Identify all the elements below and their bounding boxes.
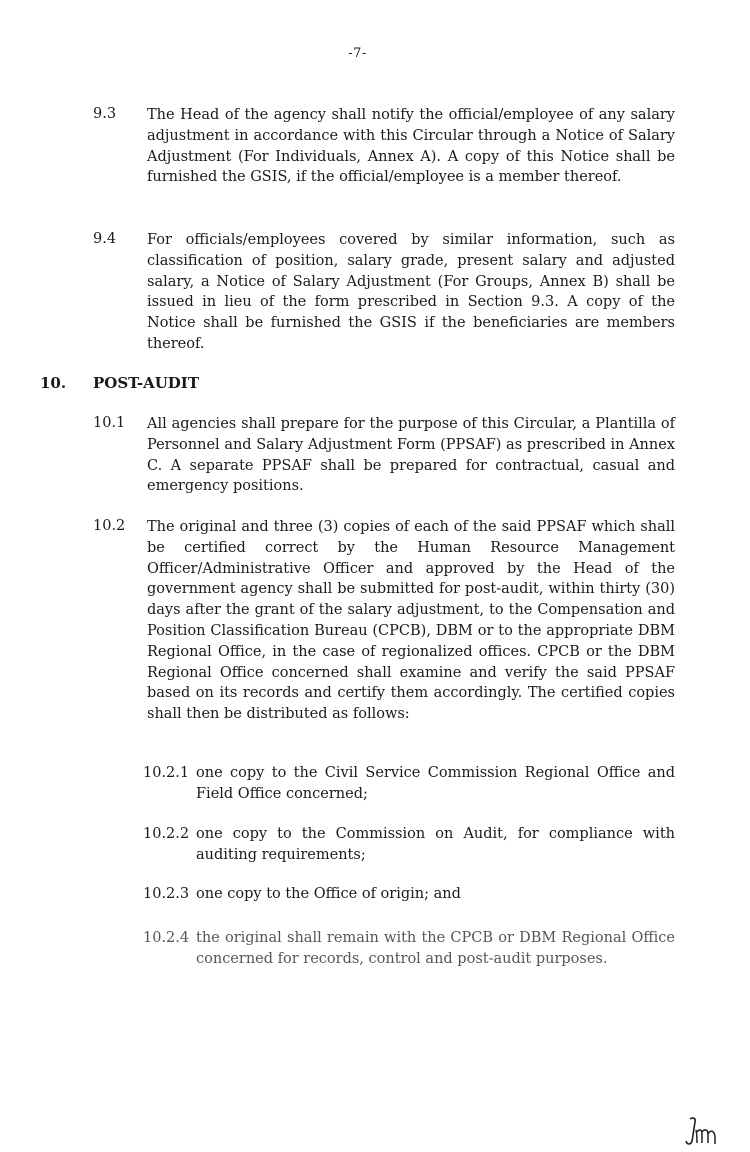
item-number-9-3: 9.3 (93, 106, 117, 122)
item-number-10-2: 10.2 (93, 518, 126, 534)
subitem-number: 10.2.4 (143, 930, 190, 946)
item-text-10-2: The original and three (3) copies of each of the said PPSAF which shall be certified correct by the Human Resource Management Officer/Administrative Officer and approved by the Head of the government agency shall be submitted for post-audit, within thirty (30) days after the grant of the salary adjustment, to the Compensation and Position Classification Bureau (CPCB), DBM or to the appropriate DBM Regional Office, in the case of regionalized offices. CPCB or the DBM Regional Office concerned shall examine and verify the said PPSAF based on its records and certify them accordingly. The certified copies shall then be distributed as follows: (147, 519, 675, 723)
section-title: POST-AUDIT (93, 374, 199, 392)
item-number-10-1: 10.1 (93, 415, 126, 431)
subitem-text: one copy to the Commission on Audit, for compliance with auditing requirements; (196, 826, 675, 863)
item-text-10-1: All agencies shall prepare for the purpose of this Circular, a Plantilla of Personnel and Salary Adjustment Form (PPSAF) as prescribed in Annex C. A separate PPSAF shall be prepared for contractual, casual and emergency positions. (147, 416, 675, 495)
subitem-number: 10.2.3 (143, 886, 190, 902)
subitem-number: 10.2.1 (143, 765, 190, 781)
section-number: 10. (40, 374, 67, 392)
subitem-text: the original shall remain with the CPCB or DBM Regional Office concerned for records, control and post-audit purposes. (196, 930, 675, 967)
item-number-9-4: 9.4 (93, 231, 117, 247)
subitem-number: 10.2.2 (143, 826, 190, 842)
subitem-text: one copy to the Office of origin; and (196, 886, 461, 902)
subitem-text: one copy to the Civil Service Commission Regional Office and Field Office concerned; (196, 765, 675, 802)
item-text-9-3: The Head of the agency shall notify the official/employee of any salary adjustment in accordance with this Circular through a Notice of Salary Adjustment (For Individuals, Annex A). A copy of this Notice shall be furnished the GSIS, if the official/employee is a member thereof. (147, 107, 675, 186)
item-text-9-4: For officials/employees covered by similar information, such as classification of position, salary grade, present salary and adjusted salary, a Notice of Salary Adjustment (For Groups, Annex B) shall be issued in lieu of the form prescribed in Section 9.3. A copy of the Notice shall be furnished the GSIS if the beneficiaries are members thereof. (147, 232, 675, 352)
handwritten-initials (684, 1116, 718, 1146)
page-number: -7- (348, 46, 367, 61)
